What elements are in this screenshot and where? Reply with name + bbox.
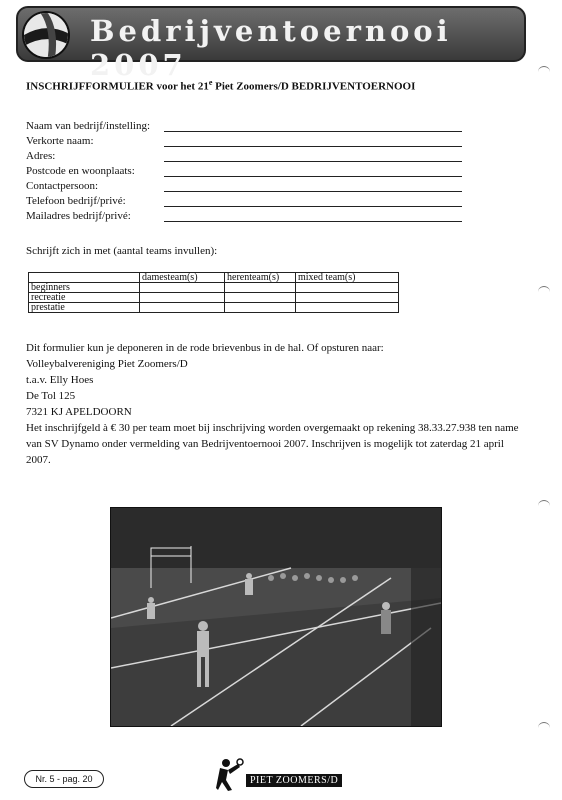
field-address[interactable] bbox=[26, 150, 466, 165]
table-cell[interactable] bbox=[140, 283, 225, 293]
field-line[interactable] bbox=[164, 161, 462, 162]
binder-mark bbox=[538, 66, 550, 75]
page-title: Bedrijventoernooi 2007 bbox=[90, 14, 452, 82]
field-label: Postcode en woonplaats: bbox=[26, 165, 135, 177]
field-company-name[interactable] bbox=[26, 120, 466, 135]
column-header: mixed team(s) bbox=[296, 273, 399, 283]
field-line[interactable] bbox=[164, 146, 462, 147]
table-cell[interactable] bbox=[140, 293, 225, 303]
mailing-address bbox=[26, 340, 526, 420]
form-title-pre: INSCHRIJFFORMULIER voor het 21 bbox=[26, 80, 209, 93]
fee-paragraph: Het inschrijfgeld à € 30 per team moet bij inschrijving worden overgemaakt op rekening 38.33.27.938 ten name van SV Dynamo onder vermelding van Bedrijventoernooi 2007. Inschrijven is mogelijk tot zaterdag 21 april 2007. bbox=[26, 422, 519, 466]
row-label: prestatie bbox=[29, 303, 140, 313]
field-email[interactable] bbox=[26, 210, 466, 225]
form-title-sup: e bbox=[208, 78, 213, 87]
table-cell[interactable] bbox=[296, 303, 399, 313]
header-banner bbox=[16, 6, 526, 82]
binder-mark bbox=[538, 722, 550, 731]
field-line[interactable] bbox=[164, 191, 462, 192]
field-label: Mailadres bedrijf/privé: bbox=[26, 210, 131, 222]
table-cell[interactable] bbox=[225, 293, 296, 303]
volleyball-hall-photo bbox=[110, 507, 442, 727]
row-label: beginners bbox=[29, 283, 140, 293]
volleyball-player-icon bbox=[216, 758, 246, 792]
address-line: 7321 KJ APELDOORN bbox=[26, 406, 132, 418]
field-line[interactable] bbox=[164, 221, 462, 222]
table-cell[interactable] bbox=[296, 283, 399, 293]
table-cell[interactable] bbox=[140, 303, 225, 313]
address-line: Volleybalvereniging Piet Zoomers/D bbox=[26, 358, 188, 370]
column-header: damesteam(s) bbox=[140, 273, 225, 283]
table-row bbox=[29, 303, 399, 313]
field-short-name[interactable] bbox=[26, 135, 466, 150]
teams-intro: Schrijft zich in met (aantal teams invullen): bbox=[26, 245, 218, 257]
row-label: recreatie bbox=[29, 293, 140, 303]
field-label: Adres: bbox=[26, 150, 56, 162]
field-contact[interactable] bbox=[26, 180, 466, 195]
field-label: Naam van bedrijf/instelling: bbox=[26, 120, 151, 132]
column-header bbox=[29, 273, 140, 283]
field-label: Contactpersoon: bbox=[26, 180, 99, 192]
volleyball-icon bbox=[22, 11, 70, 59]
column-header: herenteam(s) bbox=[225, 273, 296, 283]
address-intro: Dit formulier kun je deponeren in de rode brievenbus in de hal. Of opsturen naar: bbox=[26, 342, 384, 354]
table-header-row bbox=[29, 273, 399, 283]
teams-table bbox=[28, 272, 399, 313]
registration-fields bbox=[26, 120, 466, 225]
field-label: Verkorte naam: bbox=[26, 135, 94, 147]
table-row bbox=[29, 283, 399, 293]
table-row bbox=[29, 293, 399, 303]
binder-mark bbox=[538, 286, 550, 295]
address-line: De Tol 125 bbox=[26, 390, 76, 402]
table-cell[interactable] bbox=[225, 303, 296, 313]
club-logo bbox=[216, 758, 346, 792]
form-title-post: Piet Zoomers/D BEDRIJVENTOERNOOI bbox=[212, 80, 416, 93]
form-title bbox=[26, 78, 415, 93]
field-postcode-city[interactable] bbox=[26, 165, 466, 180]
club-name: PIET ZOOMERS/D bbox=[246, 774, 342, 787]
table-cell[interactable] bbox=[296, 293, 399, 303]
binder-mark bbox=[538, 500, 550, 509]
page-number-badge: Nr. 5 - pag. 20 bbox=[24, 770, 104, 788]
field-label: Telefoon bedrijf/privé: bbox=[26, 195, 126, 207]
address-line: t.a.v. Elly Hoes bbox=[26, 374, 94, 386]
field-line[interactable] bbox=[164, 176, 462, 177]
field-phone[interactable] bbox=[26, 195, 466, 210]
field-line[interactable] bbox=[164, 131, 462, 132]
table-cell[interactable] bbox=[225, 283, 296, 293]
field-line[interactable] bbox=[164, 206, 462, 207]
